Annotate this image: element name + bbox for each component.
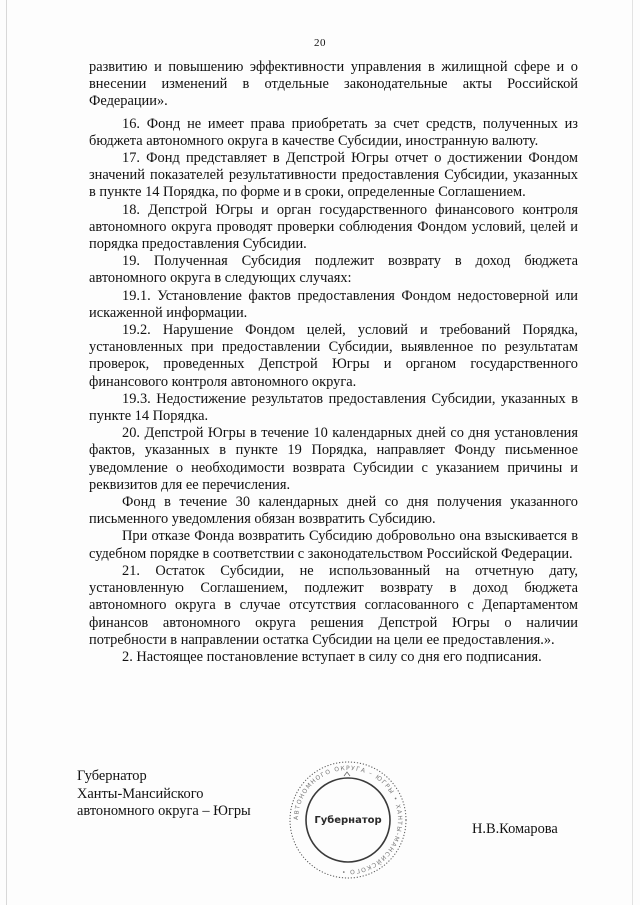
official-stamp bbox=[286, 758, 410, 882]
signatory-name: Н.В.Комарова bbox=[472, 821, 558, 837]
paragraph-16: 16. Фонд не имеет права приобретать за счет средств, полученных из бюджета автономного округа в качестве Субсидии, иностранную валюту. bbox=[89, 115, 578, 149]
signatory-title-line: автономного округа – Югры bbox=[77, 803, 251, 819]
paragraph-20-fund: Фонд в течение 30 календарных дней со дня получения указанного письменного уведомления обязан возвратить Субсидию. bbox=[89, 494, 578, 528]
paragraph-20-refusal: При отказе Фонда возвратить Субсидию добровольно она взыскивается в судебном порядке в соответствии с законодательством Российской Федерации. bbox=[89, 528, 578, 562]
stamp-label: Губернатор bbox=[314, 815, 382, 826]
paragraph-19-2: 19.2. Нарушение Фондом целей, условий и требований Порядка, установленных при предоставлении Субсидии, выявленное по результатам проверок, проведенных Депстрой Югры и органом государственного финансового контроля автономного округа. bbox=[89, 322, 578, 390]
paragraph-19: 19. Полученная Субсидия подлежит возврату в доход бюджета автономного округа в следующих случаях: bbox=[89, 253, 578, 287]
page-number: 20 bbox=[314, 37, 326, 49]
scan-edge-left bbox=[6, 0, 7, 905]
signatory-title bbox=[77, 768, 297, 821]
paragraph-effective-date: 2. Настоящее постановление вступает в силу со дня его подписания. bbox=[122, 648, 542, 665]
paragraph-continuation: развитию и повышению эффективности управления в жилищной сфере и о внесении изменений в отдельные законодательные акты Российской Федерации». bbox=[89, 59, 578, 110]
signatory-title-line: Губернатор bbox=[77, 768, 147, 784]
paragraph-20: 20. Депстрой Югры в течение 10 календарных дней со дня установления фактов, указанных в пункте 19 Порядка, направляет Фонду письменное уведомление о необходимости возврата Субсидии с указанием причины и реквизитов для ее перечисления. bbox=[89, 425, 578, 493]
stamp-emblem-mark bbox=[344, 772, 350, 776]
scan-edge-right bbox=[632, 0, 633, 905]
paragraph-19-1: 19.1. Установление фактов предоставления Фондом недостоверной или искаженной информации. bbox=[89, 287, 578, 321]
signatory-title-line: Ханты-Мансийского bbox=[77, 785, 204, 802]
stamp-ring-text: АВТОНОМНОГО ОКРУГА – ЮГРЫ • ХАНТЫ-МАНСИЙСКОГО • bbox=[292, 764, 404, 876]
paragraph-18: 18. Депстрой Югры и орган государственного финансового контроля автономного округа проводят проверки соблюдения Фондом условий, целей и порядка предоставления Субсидии. bbox=[89, 201, 578, 253]
paragraph-17: 17. Фонд представляет в Депстрой Югры отчет о достижении Фондом значений показателей результативности предоставления Субсидии, указанных в пункте 14 Порядка, по форме и в сроки, определенные Соглашением. bbox=[89, 150, 578, 201]
paragraph-19-3: 19.3. Недостижение результатов предоставления Субсидии, указанных в пункте 14 Порядка. bbox=[89, 390, 578, 425]
paragraph-21: 21. Остаток Субсидии, не использованный на отчетную дату, установленную Соглашением, подлежит возврату в доход бюджета автономного округа в случае отсутствия согласованного с Департаментом финансов автономного округа решения Депстрой Югры о наличии потребности в направлении остатка Субсидии на цели ее предоставления.». bbox=[89, 562, 578, 648]
document-body bbox=[89, 59, 578, 666]
